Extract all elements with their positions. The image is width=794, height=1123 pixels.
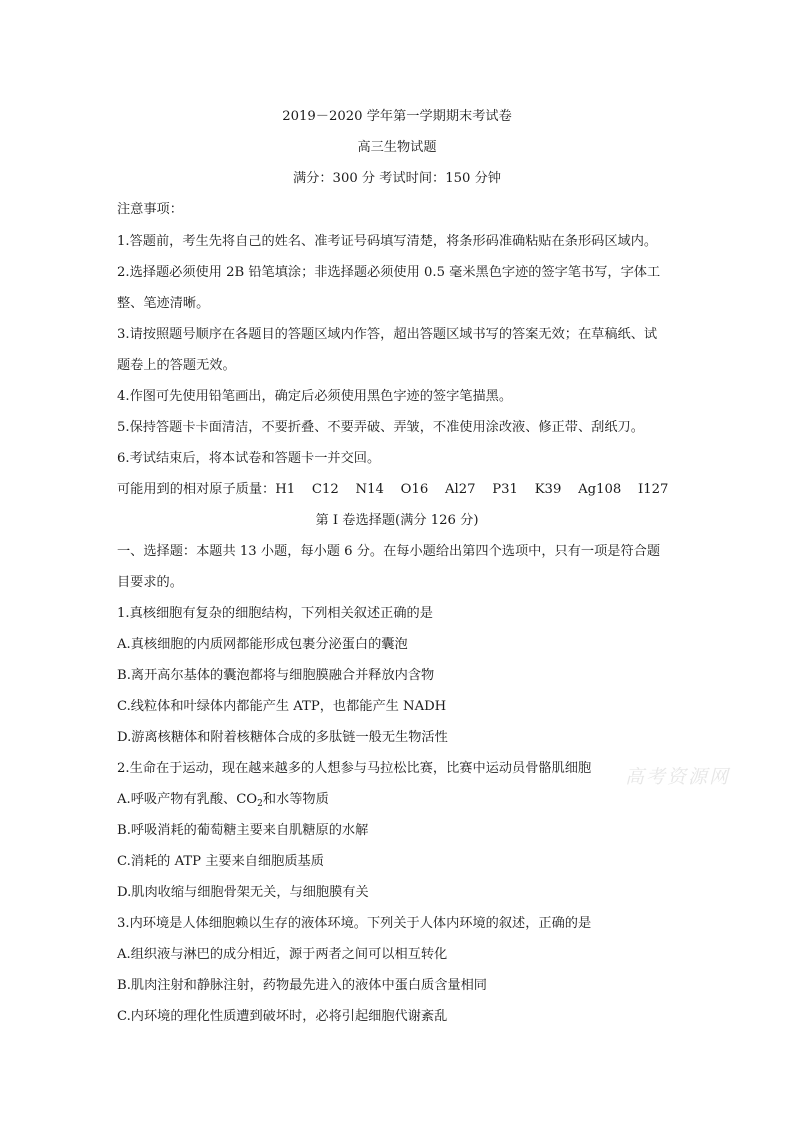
section-title: 第 I 卷选择题(满分 126 分) <box>315 513 479 528</box>
notice-item-3-line2: 题卷上的答题无效。 <box>117 358 236 373</box>
question-2-option-d: D.肌肉收缩与细胞骨架无关，与细胞膜有关 <box>117 885 369 900</box>
notice-item-5: 5.保持答题卡卡面清洁，不要折叠、不要弄破、弄皱，不准使用涂改液、修正带、刮纸刀。 <box>117 420 644 435</box>
notice-item-4: 4.作图可先使用铅笔画出，确定后必须使用黑色字迹的签字笔描黑。 <box>117 389 513 404</box>
question-3-stem: 3.内环境是人体细胞赖以生存的液体环境。下列关于人体内环境的叙述，正确的是 <box>117 916 592 931</box>
question-3-option-a: A.组织液与淋巴的成分相近，源于两者之间可以相互转化 <box>117 947 448 962</box>
score-time-line: 满分：300 分 考试时间：150 分钟 <box>293 171 501 186</box>
question-1-stem: 1.真核细胞有复杂的细胞结构，下列相关叙述正确的是 <box>117 606 433 621</box>
question-3-option-b: B.肌肉注射和静脉注射，药物最先进入的液体中蛋白质含量相同 <box>117 978 487 993</box>
question-2-option-b: B.呼吸消耗的葡萄糖主要来自肌糖原的水解 <box>117 823 369 838</box>
question-1-option-b: B.离开高尔基体的囊泡都将与细胞膜融合并释放内含物 <box>117 668 435 683</box>
question-3-option-c: C.内环境的理化性质遭到破坏时，必将引起细胞代谢紊乱 <box>117 1009 448 1024</box>
notice-item-1: 1.答题前，考生先将自己的姓名、准考证号码填写清楚，将条形码准确粘贴在条形码区域内。 <box>117 234 658 249</box>
question-2-stem: 2.生命在于运动，现在越来越多的人想参与马拉松比赛，比赛中运动员骨骼肌细胞 <box>117 761 592 776</box>
notice-item-2-line2: 整、笔迹清晰。 <box>117 296 210 311</box>
watermark: 高考资源网 <box>625 766 731 788</box>
section-intro-line1: 一、选择题：本题共 13 小题，每小题 6 分。在每小题给出第四个选项中，只有一项是符合题 <box>117 544 661 559</box>
question-1-option-d: D.游离核糖体和附着核糖体合成的多肽链一般无生物活性 <box>117 730 448 745</box>
co2-subscript: 2 <box>257 799 263 809</box>
question-2-option-a <box>117 788 329 809</box>
exam-title: 2019－2020 学年第一学期期末考试卷 <box>282 109 512 124</box>
subject-title: 高三生物试题 <box>357 140 437 155</box>
atomic-mass-line: 可能用到的相对原子质量：H1 C12 N14 O16 Al27 P31 K39 Ag108 I127 <box>117 482 669 497</box>
question-2-option-a-rest: 和水等物质 <box>262 792 329 807</box>
question-2-option-a-text: A.呼吸产物有乳酸、CO <box>117 792 258 807</box>
notice-item-6: 6.考试结束后，将本试卷和答题卡一并交回。 <box>117 451 381 466</box>
question-1-option-a: A.真核细胞的内质网都能形成包裹分泌蛋白的囊泡 <box>117 637 408 652</box>
question-2-option-c: C.消耗的 ATP 主要来自细胞质基质 <box>117 854 324 869</box>
question-1-option-c: C.线粒体和叶绿体内都能产生 ATP，也都能产生 NADH <box>117 699 447 714</box>
notice-item-3-line1: 3.请按照题号顺序在各题目的答题区域内作答，超出答题区域书写的答案无效；在草稿纸、试 <box>117 327 658 342</box>
section-intro-line2: 目要求的。 <box>117 575 183 590</box>
notice-item-2-line1: 2.选择题必须使用 2B 铅笔填涂；非选择题必须使用 0.5 毫米黑色字迹的签字笔书写，字体工 <box>117 265 661 280</box>
notice-heading: 注意事项： <box>117 202 183 217</box>
